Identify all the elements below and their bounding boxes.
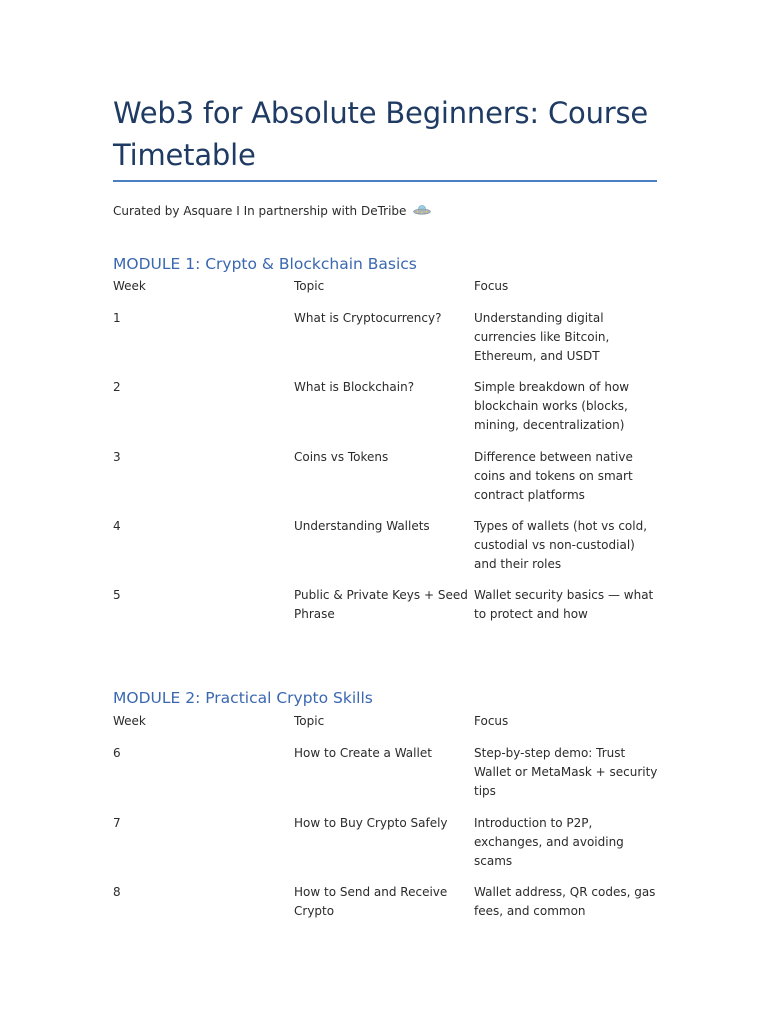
week-cell: 1: [113, 311, 121, 325]
focus-cell: Difference between native coins and tokens on smart contract platforms: [474, 450, 633, 502]
week-cell: 8: [113, 885, 121, 899]
topic-cell: Understanding Wallets: [294, 519, 430, 533]
week-cell: 4: [113, 519, 121, 533]
topic-cell: What is Blockchain?: [294, 380, 415, 394]
topic-cell: Coins vs Tokens: [294, 450, 389, 464]
column-header-topic: Topic: [294, 714, 325, 728]
week-cell: 6: [113, 746, 121, 760]
module-1-heading: MODULE 1: Crypto & Blockchain Basics: [113, 255, 417, 273]
focus-cell: Wallet security basics — what to protect and how: [474, 588, 654, 621]
subtitle-text: Curated by Asquare I In partnership with DeTribe: [113, 204, 407, 218]
module-2-heading: MODULE 2: Practical Crypto Skills: [113, 689, 373, 707]
column-header-week: Week: [113, 279, 146, 293]
focus-cell: Simple breakdown of how blockchain works (blocks, mining, decentralization): [474, 380, 630, 432]
column-header-week: Week: [113, 714, 146, 728]
focus-cell: Introduction to P2P, exchanges, and avoiding scams: [474, 816, 624, 868]
focus-cell: Understanding digital currencies like Bitcoin, Ethereum, and USDT: [474, 311, 610, 363]
week-cell: 3: [113, 450, 121, 464]
week-cell: 5: [113, 588, 121, 602]
topic-cell: Public & Private Keys + Seed Phrase: [294, 588, 468, 621]
topic-cell: How to Send and Receive Crypto: [294, 885, 448, 918]
column-header-topic: Topic: [294, 279, 325, 293]
document-subtitle: [113, 202, 431, 220]
focus-cell: Wallet address, QR codes, gas fees, and common: [474, 885, 656, 918]
document-title: Web3 for Absolute Beginners: Course Timetable: [113, 96, 649, 172]
column-header-focus: Focus: [474, 714, 509, 728]
week-cell: 2: [113, 380, 121, 394]
flying-saucer-icon: [413, 203, 431, 215]
focus-cell: Types of wallets (hot vs cold, custodial vs non-custodial) and their roles: [474, 519, 648, 571]
column-header-focus: Focus: [474, 279, 509, 293]
topic-cell: How to Create a Wallet: [294, 746, 432, 760]
week-cell: 7: [113, 816, 121, 830]
topic-cell: How to Buy Crypto Safely: [294, 816, 448, 830]
focus-cell: Step-by-step demo: Trust Wallet or MetaMask + security tips: [474, 746, 658, 798]
title-underline-rule: [113, 180, 657, 182]
topic-cell: What is Cryptocurrency?: [294, 311, 442, 325]
